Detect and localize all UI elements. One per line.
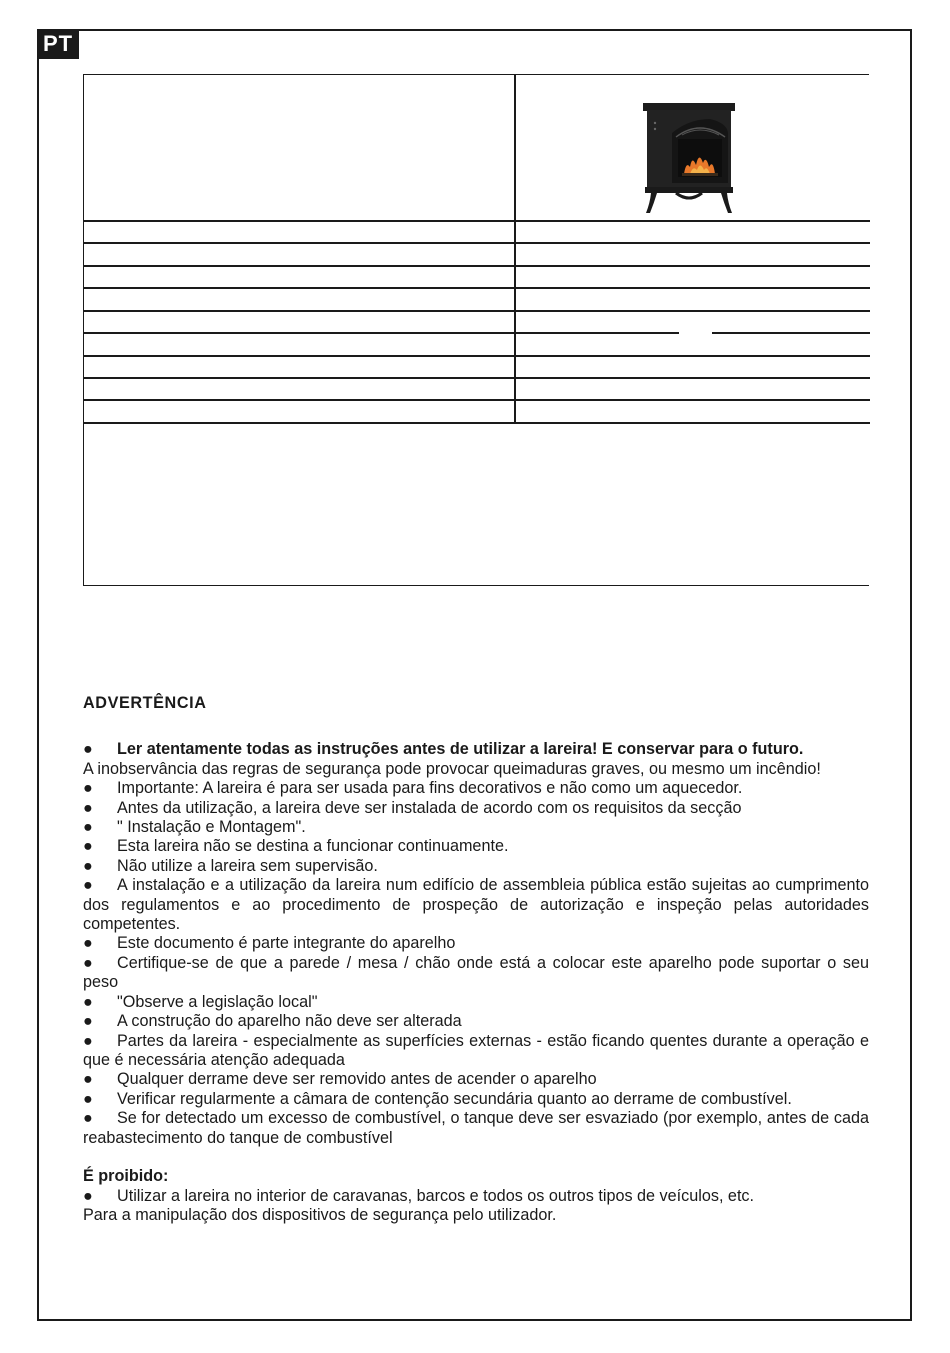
list-item: ● Não utilize a lareira sem supervisão. — [83, 856, 378, 875]
list-item: ● A instalação e a utilização da lareira num edifício de assembleia pública estão sujeitas ao cumprimento dos regulamentos e ao procedimento de prospeção de autorização e inspeção pelas autoridades competentes. — [83, 876, 869, 934]
table-row-divider — [84, 422, 870, 424]
warning-intro-bold: ● Ler atentamente todas as instruções antes de utilizar a lareira! E conservar para o futuro. — [83, 740, 804, 759]
list-item: ● Este documento é parte integrante do aparelho — [83, 934, 456, 953]
list-item: ● Utilizar a lareira no interior de caravanas, barcos e todos os outros tipos de veículos, etc. — [83, 1186, 755, 1205]
table-row-divider — [84, 265, 870, 267]
blank-cell-patch — [679, 331, 712, 353]
list-item: ● Esta lareira não se destina a funcionar continuamente. — [83, 837, 509, 856]
table-row-divider — [84, 377, 870, 379]
list-item: ● Verificar regularmente a câmara de contenção secundária quanto ao derrame de combustível. — [83, 1089, 792, 1108]
prohibited-note: Para a manipulação dos dispositivos de segurança pelo utilizador. — [83, 1206, 557, 1225]
list-item: ● " Instalação e Montagem". — [83, 818, 306, 837]
table-row-divider — [84, 332, 870, 334]
list-item: ● Se for detectado um excesso de combustível, o tanque deve ser esvaziado (por exemplo, antes de cada reabastecimento do tanque de combustível — [83, 1109, 869, 1147]
list-item: ● "Observe a legislação local" — [83, 992, 318, 1011]
spec-table — [83, 74, 869, 586]
warning-section — [83, 694, 869, 1226]
list-item: ● Qualquer derrame deve ser removido antes de acender o aparelho — [83, 1070, 597, 1089]
list-item: ● Importante: A lareira é para ser usada para fins decorativos e não como um aquecedor. — [83, 779, 743, 798]
product-image-cell — [516, 75, 870, 220]
table-row-divider — [84, 399, 870, 401]
fireplace-stove-image — [516, 75, 870, 220]
warning-title: ADVERTÊNCIA — [83, 694, 207, 712]
table-row-divider — [84, 355, 870, 357]
list-item: ● Partes da lareira - especialmente as superfícies externas - estão ficando quentes durante a operação e que é necessária atenção adequada — [83, 1031, 869, 1069]
warning-intro-text: A inobservância das regras de segurança pode provocar queimaduras graves, ou mesmo um incêndio! — [83, 759, 821, 778]
list-item: ● Antes da utilização, a lareira deve ser instalada de acordo com os requisitos da secção — [83, 798, 742, 817]
list-item: ● A construção do aparelho não deve ser alterada — [83, 1012, 462, 1031]
table-row-divider — [84, 220, 870, 222]
section-gap — [83, 1148, 869, 1167]
list-item: ● Certifique-se de que a parede / mesa / chão onde está a colocar este aparelho pode suportar o seu peso — [83, 953, 869, 992]
table-row-divider — [84, 242, 870, 244]
table-row-divider — [84, 287, 870, 289]
language-tag: PT — [37, 29, 79, 59]
table-row-divider — [84, 310, 870, 312]
prohibited-title: É proibido: — [83, 1167, 169, 1186]
